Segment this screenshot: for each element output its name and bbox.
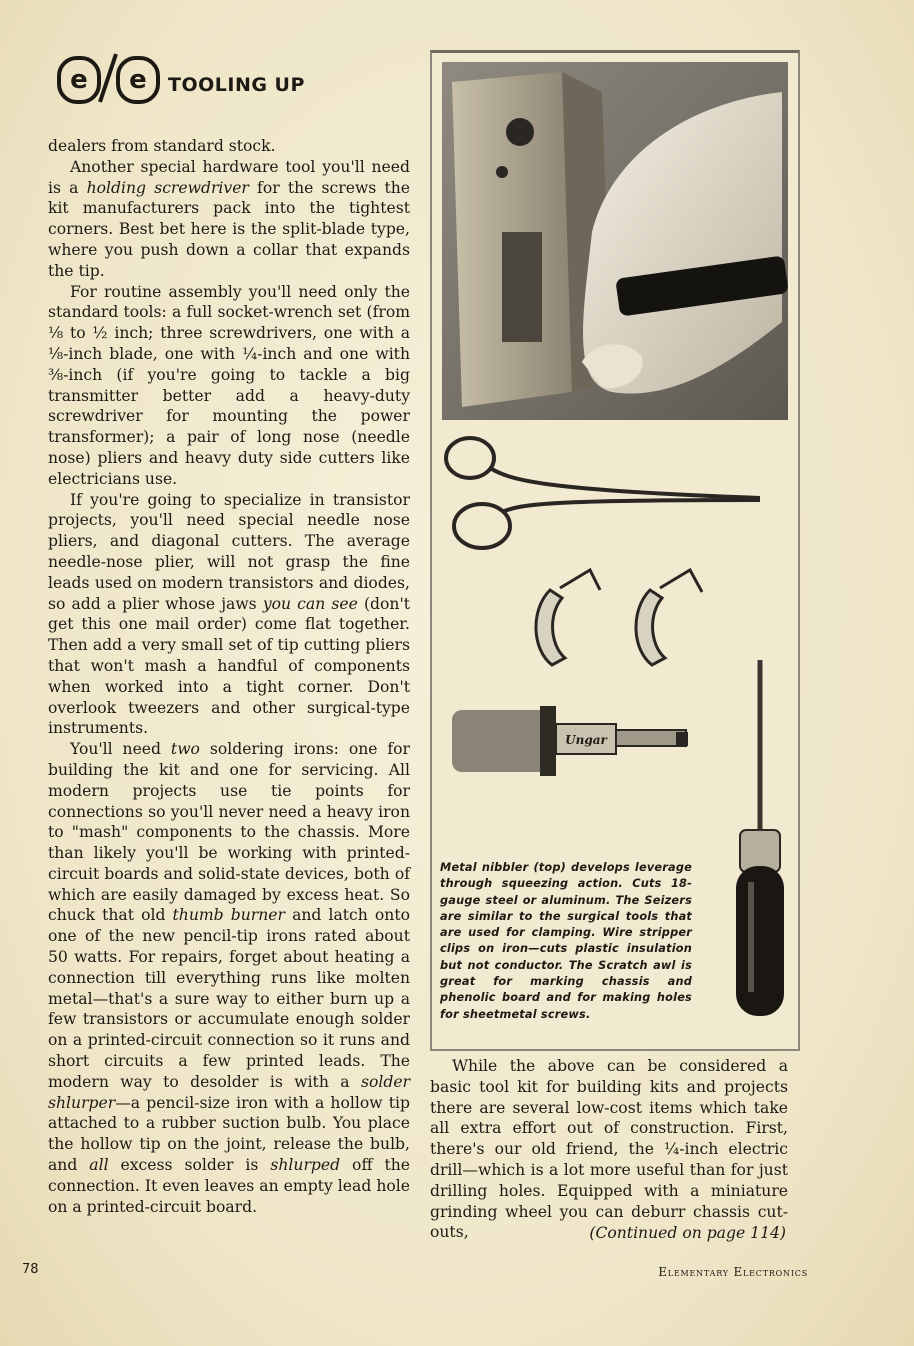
magazine-name: Elementary Electronics: [658, 1265, 808, 1279]
page-number: 78: [22, 1262, 39, 1277]
emphasis-text: all: [89, 1156, 109, 1175]
ungar-brand-label: Ungar: [565, 733, 607, 747]
left-paragraph: dealers from standard stock.: [48, 137, 276, 155]
logo-letter-right: e: [129, 65, 147, 95]
seizers-tool: [446, 438, 760, 548]
magazine-logo: [56, 50, 160, 106]
right-paragraph: While the above can be considered a basic tool kit for building kits and projects there are several low-cost items which take all extra effort out of construction. First, there's our old friend, the ¼-inch electric drill—which is a lot more useful than for just drilling holes. Equipped with a miniature grinding wheel you can deburr chassis cut-outs,: [430, 1057, 788, 1242]
emphasis-text: two: [170, 740, 200, 759]
soldering-iron: [452, 706, 688, 776]
emphasis-text: solder shlurper: [48, 1072, 410, 1112]
continued-note: (Continued on page 114): [589, 1224, 786, 1242]
scratch-awl: [736, 660, 784, 1016]
wire-stripper-clips: [536, 570, 702, 665]
emphasis-text: you can see: [262, 594, 358, 613]
emphasis-text: thumb burner: [172, 906, 285, 925]
logo-letter-left: e: [70, 65, 88, 95]
emphasis-text: holding screwdriver: [86, 178, 249, 197]
section-title: TOOLING UP: [168, 74, 305, 96]
left-paragraph: If you're going to specialize in transistor projects, you'll need special needle nose pliers, and diagonal cutters. The average needle-nose plier, will not grasp the fine leads used on modern transistors and diodes, so add a plier whose jaws you can see (don't get this one mail order) come flat together. Then add a very small set of tip cutting pliers that won't mash a handful of components when worked into a tight corner. Don't overlook tweezers and other surgical-type instruments.: [48, 490, 410, 738]
emphasis-text: shlurped: [270, 1156, 341, 1175]
left-paragraph: You'll need two soldering irons: one for building the kit and one for servicing. All modern projects use tie points for connections so you'll never need a heavy iron to "mash" components to the chassis. More than likely you'll be working with printed-circuit boards and solid-state devices, both of which are easily damaged by excess heat. So chuck that old thumb burner and latch onto one of the new pencil-tip irons rated about 50 watts. For repairs, forget about heating a connection till everything runs like molten metal—that's a sure way to either burn up a few transistors or accumulate enough solder on a printed-circuit connection so it runs and short circuits a few printed leads. The modern way to desolder is with a solder shlurper—a pencil-size iron with a hollow tip attached to a rubber suction bulb. You place the hollow tip on the joint, release the bulb, and all excess solder is shlurped off the connection. It even leaves an empty lead hole on a printed-circuit board.: [48, 740, 411, 1216]
figure-caption: Metal nibbler (top) develops leverage through squeezing action. Cuts 18-gauge steel or aluminum. The Seizers are similar to the surgical tools that are used for clamping. Wire stripper clips on iron—cuts plastic insulation but not conductor. The Scratch awl is great for marking chassis and phenolic board and for making holes for sheetmetal screws.: [440, 861, 692, 1021]
left-paragraph: For routine assembly you'll need only the standard tools: a full socket-wrench set (from ⅛ to ½ inch; three screwdrivers, one with a ⅛-inch blade, one with ¼-inch and one with ⅜-inch (if you're going to tackle a big transmitter better add a heavy-duty screwdriver for mounting the power transformer); a pair of long nose (needle nose) pliers and heavy duty side cutters like electricians use.: [48, 282, 410, 488]
right-column: [430, 1056, 788, 1243]
left-paragraph: Another special hardware tool you'll need is a holding screwdriver for the screws the kit manufacturers pack into the tightest corners. Best bet here is the split-blade type, where you push down a collar that expands the tip.: [48, 157, 410, 280]
left-column: [48, 136, 410, 1217]
nibbler-photo: [442, 62, 788, 420]
